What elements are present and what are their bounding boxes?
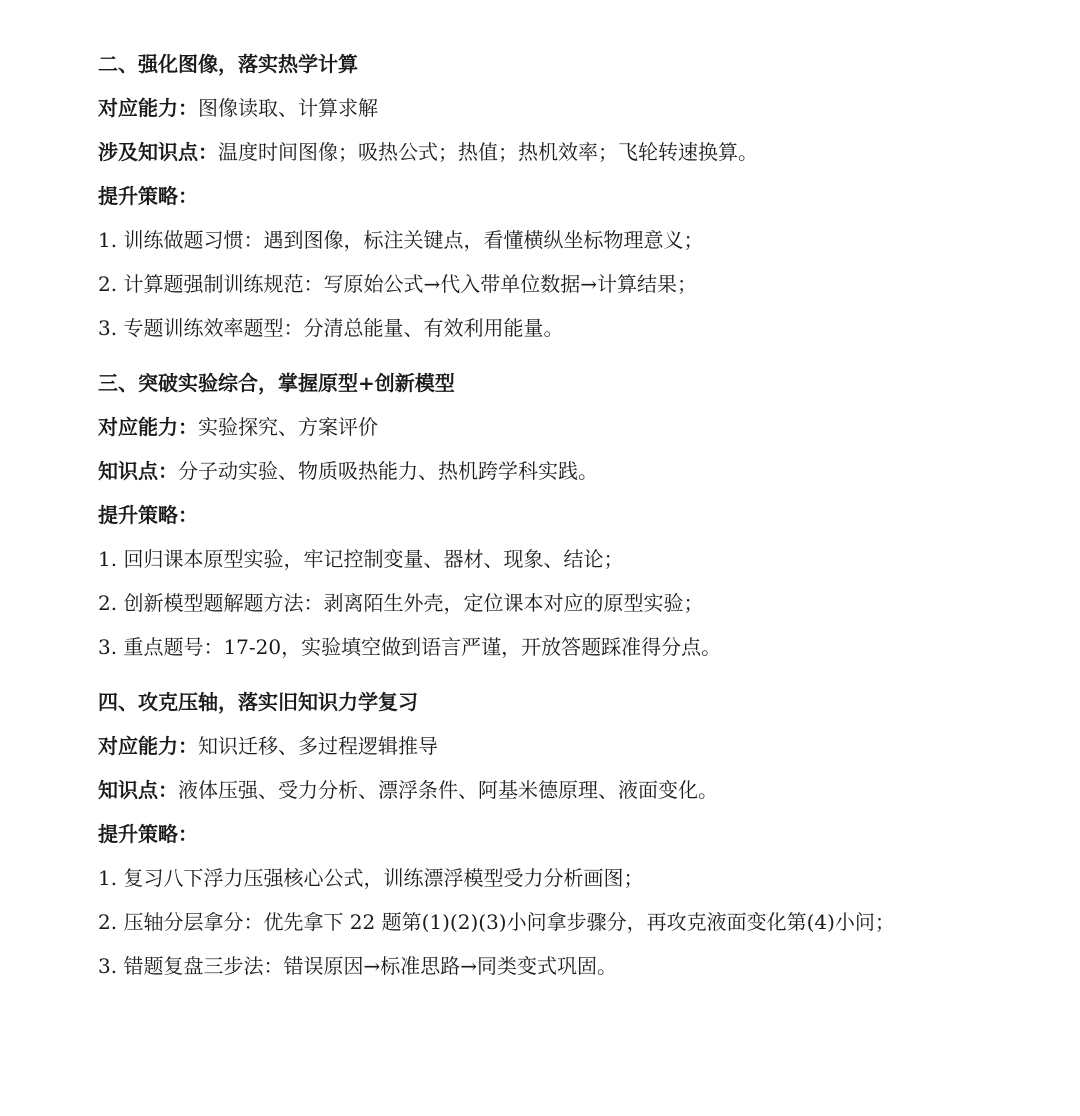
knowledge-text: 液体压强、受力分析、漂浮条件、阿基米德原理、液面变化。 (178, 778, 718, 802)
strategy-label: 提升策略： (98, 503, 198, 527)
ability-text: 知识迁移、多过程逻辑推导 (198, 734, 438, 758)
strategy-item: 3. 专题训练效率题型：分清总能量、有效利用能量。 (98, 316, 564, 340)
ability-line (98, 415, 1038, 439)
strategy-label: 提升策略： (98, 822, 198, 846)
ability-line (98, 96, 1038, 120)
ability-label: 对应能力： (98, 415, 198, 439)
knowledge-label: 知识点： (98, 778, 178, 802)
document-page (98, 52, 1038, 978)
section-heading: 二、强化图像，落实热学计算 (98, 52, 358, 76)
strategy-item: 2. 计算题强制训练规范：写原始公式→代入带单位数据→计算结果； (98, 272, 697, 296)
ability-text: 图像读取、计算求解 (198, 96, 378, 120)
section-heading: 三、突破实验综合，掌握原型+创新模型 (98, 371, 455, 395)
ability-label: 对应能力： (98, 96, 198, 120)
ability-line (98, 734, 1038, 758)
strategy-item: 1. 训练做题习惯：遇到图像，标注关键点，看懂横纵坐标物理意义； (98, 228, 704, 252)
section-heading: 四、攻克压轴，落实旧知识力学复习 (98, 690, 418, 714)
strategy-label: 提升策略： (98, 184, 198, 208)
strategy-item: 1. 复习八下浮力压强核心公式，训练漂浮模型受力分析画图； (98, 866, 644, 890)
knowledge-line (98, 140, 1038, 164)
knowledge-text: 温度时间图像；吸热公式；热值；热机效率；飞轮转速换算。 (218, 140, 758, 164)
knowledge-line (98, 459, 1038, 483)
strategy-item: 3. 错题复盘三步法：错误原因→标准思路→同类变式巩固。 (98, 954, 617, 978)
strategy-item: 1. 回归课本原型实验，牢记控制变量、器材、现象、结论； (98, 547, 624, 571)
strategy-item: 3. 重点题号：17-20，实验填空做到语言严谨，开放答题踩准得分点。 (98, 635, 722, 659)
knowledge-label: 知识点： (98, 459, 178, 483)
knowledge-label: 涉及知识点： (98, 140, 218, 164)
ability-text: 实验探究、方案评价 (198, 415, 378, 439)
knowledge-text: 分子动实验、物质吸热能力、热机跨学科实践。 (178, 459, 598, 483)
knowledge-line (98, 778, 1038, 802)
ability-label: 对应能力： (98, 734, 198, 758)
strategy-item: 2. 压轴分层拿分：优先拿下 22 题第(1)(2)(3)小问拿步骤分，再攻克液面变化第(4)小问； (98, 910, 895, 934)
strategy-item: 2. 创新模型题解题方法：剥离陌生外壳，定位课本对应的原型实验； (98, 591, 704, 615)
